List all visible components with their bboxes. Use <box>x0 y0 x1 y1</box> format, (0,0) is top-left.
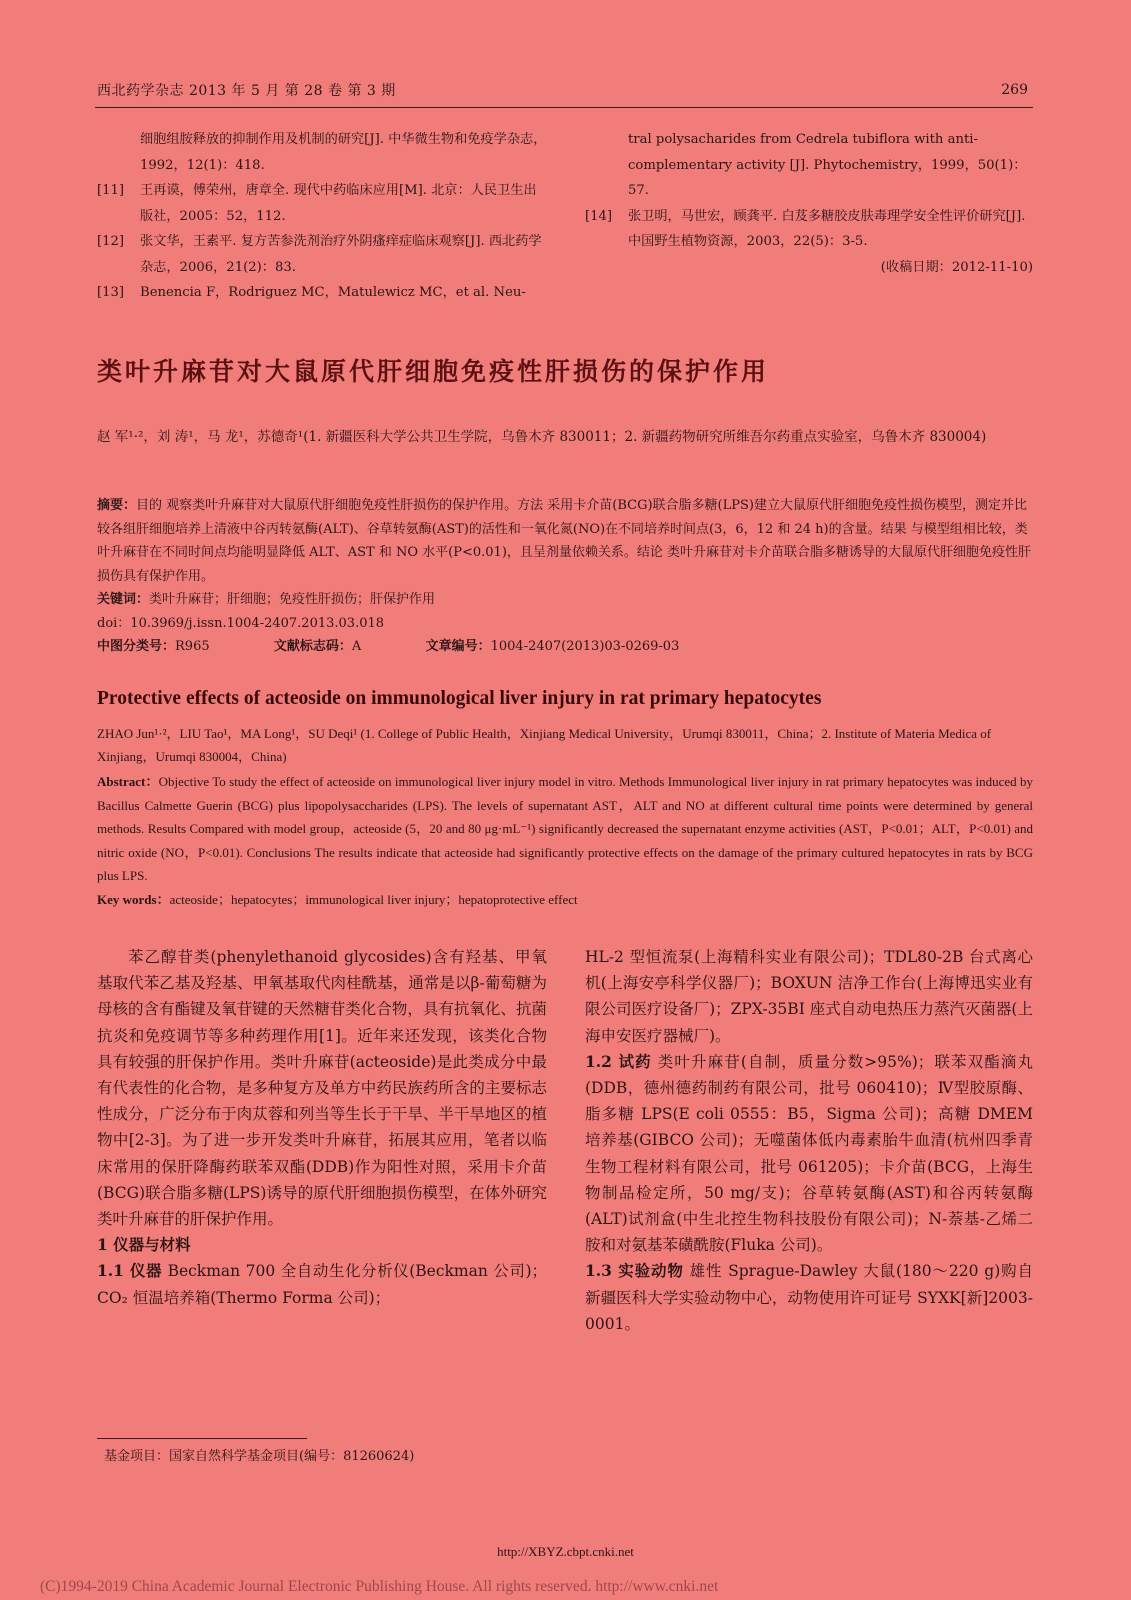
subsection-text: 类叶升麻苷(自制，质量分数>95%)；联苯双酯滴丸(DDB，德州德药制药有限公司，批号 060410)；Ⅳ型胶原酶、脂多糖 LPS(E coli 0555：B5，Sigma 公司)；高糖 DMEM 培养基(GIBCO 公司)；无噬菌体低内毒素胎牛血清(杭州四季青生物工程材料有限公司，批号 061205)；卡介苗(BCG，上海生物制品检定所，50 mg/支)；谷草转氨酶(AST)和谷丙转氨酶(ALT)试剂盒(中生北控生物科技股份有限公司)；N-萘基-乙烯二胺和对氨基苯磺酰胺(Fluka 公司)。 <box>585 1052 1033 1255</box>
reference-item <box>97 229 549 280</box>
abstract-en-block <box>97 770 1033 911</box>
keywords-en-label: Key words： <box>97 891 170 907</box>
reference-text: 张文华，王素平. 复方苦参洗剂治疗外阴瘙痒症临床观察[J]. 西北药学杂志，2006，21(2)：83. <box>140 234 542 275</box>
reference-number: [13] <box>97 285 125 300</box>
reference-text: 王再谟，傅荣州，唐章全. 现代中药临床应用[M]. 北京：人民卫生出版社，2005：52，112. <box>140 183 537 224</box>
subsection-label: 1.2 试药 <box>585 1051 652 1071</box>
reference-item <box>97 280 549 306</box>
reference-text: Benencia F，Rodriguez MC，Matulewicz MC，et al. Neu- <box>140 285 526 300</box>
reference-item <box>97 127 549 178</box>
abstract-cn-label: 摘要： <box>97 498 137 513</box>
clc-value: R965 <box>175 639 210 654</box>
intro-paragraph: 苯乙醇苷类(phenylethanoid glycosides)含有羟基、甲氧基取代苯乙基及羟基、甲氧基取代肉桂酰基，通常是以β-葡萄糖为母核的含有酯键及氧苷键的天然糖苷类化合物，具有抗氧化、抗菌抗炎和免疫调节等多种药理作用[1]。近年来还发现，该类化合物具有较强的肝保护作用。类叶升麻苷(acteoside)是此类成分中最有代表性的化合物，是多种复方及单方中药民族药所含的主要标志性成分，广泛分布于肉苁蓉和列当等生长于干旱、半干旱地区的植物中[2-3]。为了进一步开发类叶升麻苷，拓展其应用，笔者以临床常用的保肝降酶药联苯双酯(DDB)作为阳性对照，采用卡介苗(BCG)联合脂多糖(LPS)诱导的原代肝细胞损伤模型，在体外研究类叶升麻苷的肝保护作用。 <box>97 948 547 1229</box>
abstract-cn <box>97 494 1033 588</box>
funding-footnote: 基金项目：国家自然科学基金项目(编号：81260624) <box>104 1449 415 1464</box>
subsection-label: 1.3 实验动物 <box>585 1261 684 1281</box>
reference-number: [14] <box>585 208 613 224</box>
footer-url: http://XBYZ.cbpt.cnki.net <box>497 1544 634 1559</box>
reference-number: [12] <box>97 234 125 249</box>
doi: doi：10.3969/j.issn.1004-2407.2013.03.018 <box>97 615 385 631</box>
references-left <box>97 127 549 306</box>
article-title-en: Protective effects of acteoside on immunological liver injury in rat primary hepatocytes <box>97 688 822 709</box>
instrument-continuation: HL-2 型恒流泵(上海精科实业有限公司)；TDL80-2B 台式离心机(上海安亭科学仪器厂)；BOXUN 洁净工作台(上海博迅实业有限公司医疗设备厂)；ZPX-35BI 座式自动电热压力蒸汽灭菌器(上海申安医疗器械厂)。 <box>585 948 1033 1045</box>
subsection-text: 雄性 Sprague-Dawley 大鼠(180～220 g)购自新疆医科大学实验动物中心，动物使用许可证号 SYXK[新]2003-0001。 <box>585 1262 1033 1333</box>
keywords-en-text: acteoside；hepatocytes；immunological liver injury；hepatoprotective effect <box>169 891 578 907</box>
subsection-1-1 <box>97 1258 547 1310</box>
copyright-watermark: (C)1994-2019 China Academic Journal Electronic Publishing House. All rights reserved. http://www.cnki.net <box>40 1578 719 1595</box>
reference-number: [11] <box>97 183 125 198</box>
reference-item <box>97 178 549 229</box>
received-date: (收稿日期：2012-11-10) <box>880 259 1033 275</box>
abstract-en-label: Abstract： <box>97 774 159 789</box>
keywords-cn-text: 类叶升麻苷；肝细胞；免疫性肝损伤；肝保护作用 <box>149 592 436 607</box>
footnote-rule <box>97 1438 307 1439</box>
keywords-cn-label: 关键词： <box>97 592 150 607</box>
clc-label: 中图分类号： <box>97 639 176 654</box>
articleno-label: 文章编号： <box>425 639 491 654</box>
subsection-label: 1.1 仪器 <box>97 1261 163 1281</box>
reference-text: 张卫明，马世宏，顾龚平. 白芨多糖胶皮肤毒理学安全性评价研究[J]. 中国野生植物资源，2003，22(5)：3-5. <box>628 208 1026 249</box>
running-header: 西北药学杂志 2013 年 5 月 第 28 卷 第 3 期 <box>97 83 396 99</box>
abstract-cn-block <box>97 494 1033 659</box>
page-number: 269 <box>1001 82 1028 98</box>
authors-en: ZHAO Jun¹·²，LIU Tao¹，MA Long¹，SU Deqi¹ (1. College of Public Health，Xinjiang Medical University，Urumqi 830011，China；2. Institute of Materia Medica of Xinjiang，Urumqi 830004，China) <box>97 726 992 764</box>
keywords-cn <box>97 588 1033 612</box>
abstract-cn-text: 目的 观察类叶升麻苷对大鼠原代肝细胞免疫性肝损伤的保护作用。方法 采用卡介苗(BCG)联合脂多糖(LPS)建立大鼠原代肝细胞免疫性损伤模型，测定并比较各组肝细胞培养上清液中谷丙转氨酶(ALT)、谷草转氨酶(AST)的活性和一氧化氮(NO)在不同培养时间点(3，6，12 和 24 h)的含量。结果 与模型组相比较，类叶升麻苷在不同时间点均能明显降低 ALT、AST 和 NO 水平(P<0.01)，且呈剂量依赖关系。结论 类叶升麻苷对卡介苗联合脂多糖诱导的大鼠原代肝细胞免疫性肝损伤具有保护作用。 <box>97 498 1032 584</box>
body-column-right <box>585 944 1033 1337</box>
article-title-cn: 类叶升麻苷对大鼠原代肝细胞免疫性肝损伤的保护作用 <box>97 357 770 386</box>
reference-continuation: tral polysacharides from Cedrela tubiflora with anti-complementary activity [J]. Phytochemistry，1999，50(1)：57. <box>628 132 1027 198</box>
doccode-value: A <box>351 639 362 654</box>
subsection-1-3 <box>585 1258 1033 1337</box>
reference-text: 细胞组胺释放的抑制作用及机制的研究[J]. 中华微生物和免疫学杂志，1992，12(1)：418. <box>140 132 547 173</box>
articleno-value: 1004-2407(2013)03-0269-03 <box>490 639 680 654</box>
classification-line <box>97 635 1033 659</box>
abstract-en-text: Objective To study the effect of acteoside on immunological liver injury model in vitro. Methods Immunological liver injury in rat primary hepatocytes was induced by Bacillus Calmette Guerin (BCG) plus lipopolysaccharides (LPS). The levels of supernatant AST，ALT and NO at different cultural time points were determined by general methods. Results Compared with model group，acteoside (5，20 and 80 μg·mL⁻¹) significantly decreased the supernatant enzyme activities (AST，P<0.01；ALT，P<0.01) and nitric oxide (NO，P<0.01). Conclusions The results indicate that acteoside had significantly protective effects on the damage of the primary cultured hepatocytes in rats by BCG plus LPS. <box>97 774 1033 883</box>
header-rule <box>95 107 1033 108</box>
doccode-label: 文献标志码： <box>273 639 352 654</box>
subsection-1-2 <box>585 1049 1033 1259</box>
references-right <box>585 127 1033 280</box>
keywords-en <box>97 888 1033 912</box>
authors-cn: 赵 军¹·²，刘 涛¹，马 龙¹，苏德奇¹(1. 新疆医科大学公共卫生学院，乌鲁木齐 830011；2. 新疆药物研究所维吾尔药重点实验室，乌鲁木齐 830004) <box>97 429 987 445</box>
section-heading: 1 仪器与材料 <box>97 1235 191 1255</box>
body-column-left <box>97 944 547 1311</box>
reference-item <box>585 204 1033 255</box>
subsection-text: Beckman 700 全自动生化分析仪(Beckman 公司)；CO₂ 恒温培养箱(Thermo Forma 公司)； <box>97 1262 547 1307</box>
abstract-en <box>97 770 1033 888</box>
